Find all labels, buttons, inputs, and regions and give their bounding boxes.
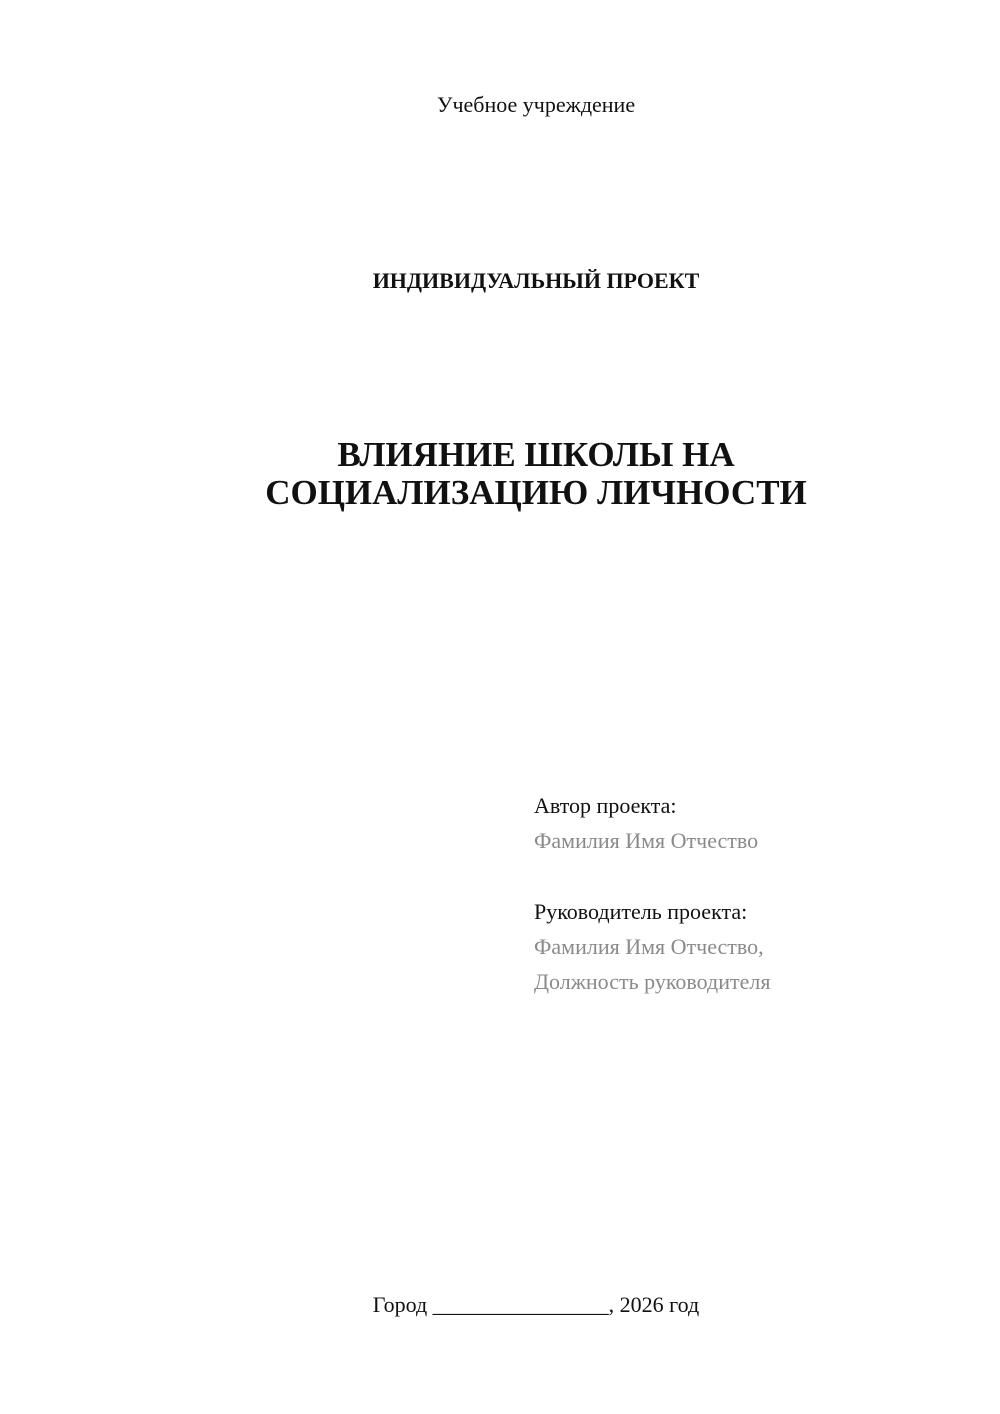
project-info-block: [534, 788, 974, 999]
project-title-line-1: ВЛИЯНИЕ ШКОЛЫ НА: [337, 435, 735, 474]
supervisor-label: Руководитель проекта:: [534, 899, 748, 924]
spacer: [534, 858, 974, 894]
supervisor-name: Фамилия Имя Отчество,: [534, 934, 764, 959]
document-type: ИНДИВИДУАЛЬНЫЙ ПРОЕКТ: [372, 268, 700, 293]
supervisor-position: Должность руководителя: [534, 969, 771, 994]
author-name: Фамилия Имя Отчество: [534, 828, 759, 853]
project-title-line-2: СОЦИАЛИЗАЦИЮ ЛИЧНОСТИ: [265, 473, 807, 512]
institution-name: Учебное учреждение: [436, 92, 636, 117]
author-label: Автор проекта:: [534, 793, 677, 818]
city-year-footer: Город ________________, 2026 год: [372, 1292, 700, 1317]
project-title: [0, 436, 1000, 512]
